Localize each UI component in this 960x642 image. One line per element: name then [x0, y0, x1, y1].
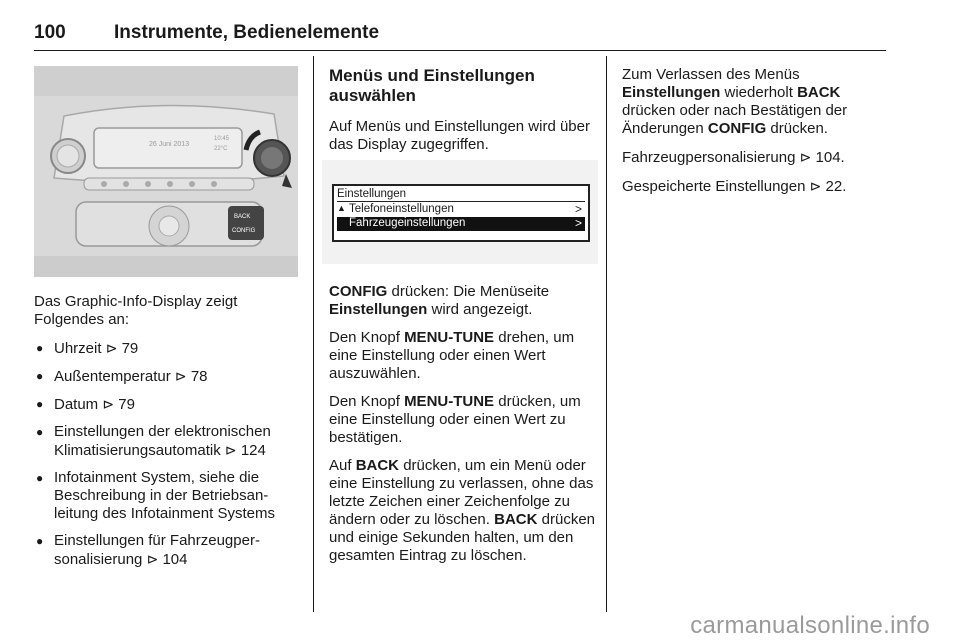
- paragraph-menu-tune-turn: Den Knopf MENU-TUNE drehen, um eine Einstellung oder einen Wert auszuwählen.: [329, 329, 575, 382]
- page-number: 100: [34, 22, 66, 43]
- settings-display-figure: [322, 160, 598, 264]
- chapter-title: Instrumente, Bedienelemente: [114, 22, 380, 43]
- paragraph-config: CONFIG drücken: Die Menüseite Einstellungen wird angezeigt.: [329, 283, 550, 318]
- middle-column-body: [329, 283, 595, 575]
- paragraph-exit-settings: Zum Verlassen des Menüs Einstellungen wiederholt BACK drücken oder nach Bestätigen der Änderungen CONFIG drücken.: [622, 66, 848, 137]
- display-title: Einstellungen: [337, 188, 407, 200]
- left-column: [34, 293, 304, 578]
- section-heading: Menüs und Einstellungen auswählen: [329, 66, 535, 105]
- display-date: 26 Juni 2013: [149, 141, 190, 148]
- control-panel-photo: [34, 66, 298, 277]
- display-time: 10:45: [214, 136, 230, 142]
- list-item: ● Uhrzeit ⊳ 79: [34, 339, 304, 358]
- column-divider-2: [606, 56, 607, 612]
- list-item: ● Außentemperatur ⊳ 78: [34, 367, 304, 386]
- display-items-list: [34, 339, 304, 569]
- chevron-right-icon: >: [574, 216, 582, 230]
- settings-display: Einstellungen ▲ Telefoneinstellungen > Fahrzeugeinstellungen >: [332, 184, 590, 242]
- display-temp: 22°C: [214, 146, 228, 152]
- display-divider: [337, 201, 585, 202]
- right-column: [622, 66, 884, 206]
- display-intro: Das Graphic-Info-Display zeigt Folgendes an:: [34, 293, 238, 328]
- up-arrow-icon: ▲: [337, 203, 346, 213]
- reference-personalisation: Fahrzeugpersonalisierung ⊳ 104.: [622, 149, 845, 166]
- list-item: ● Einstellungen der elektronischen Klimatisierungsautomatik ⊳ 124: [34, 423, 304, 460]
- column-divider-1: [313, 56, 314, 612]
- back-button-label: BACK: [234, 214, 251, 220]
- section-intro: Auf Menüs und Einstellungen wird über das Display zugegriffen.: [329, 118, 590, 153]
- chevron-right-icon: >: [574, 202, 582, 216]
- config-button-label: CONFIG: [232, 228, 256, 234]
- display-row-fahrzeug-selected: Fahrzeugeinstellungen >: [337, 217, 585, 231]
- middle-column-top: [329, 66, 595, 164]
- paragraph-menu-tune-press: Den Knopf MENU-TUNE drücken, um eine Einstellung oder einen Wert zu bestätigen.: [329, 393, 581, 446]
- list-item: ● Datum ⊳ 79: [34, 395, 304, 414]
- reference-saved-settings: Gespeicherte Einstellungen ⊳ 22.: [622, 178, 847, 195]
- watermark: carmanualsonline.info: [690, 612, 930, 639]
- page-header: [34, 22, 886, 51]
- paragraph-back: Auf BACK drücken, um ein Menü oder eine Einstellung zu verlassen, ohne das letzte Zeichen einer Zeichenfolge zu ändern oder zu löschen. BACK drücken und einige Sekunden halten, um den gesamten Eintrag zu löschen.: [329, 457, 596, 564]
- list-item: ● Infotainment System, siehe die Beschreibung in der Betriebsan-leitung des Infotainment Systems: [34, 469, 304, 523]
- list-item: ● Einstellungen für Fahrzeugper-sonalisierung ⊳ 104: [34, 532, 304, 569]
